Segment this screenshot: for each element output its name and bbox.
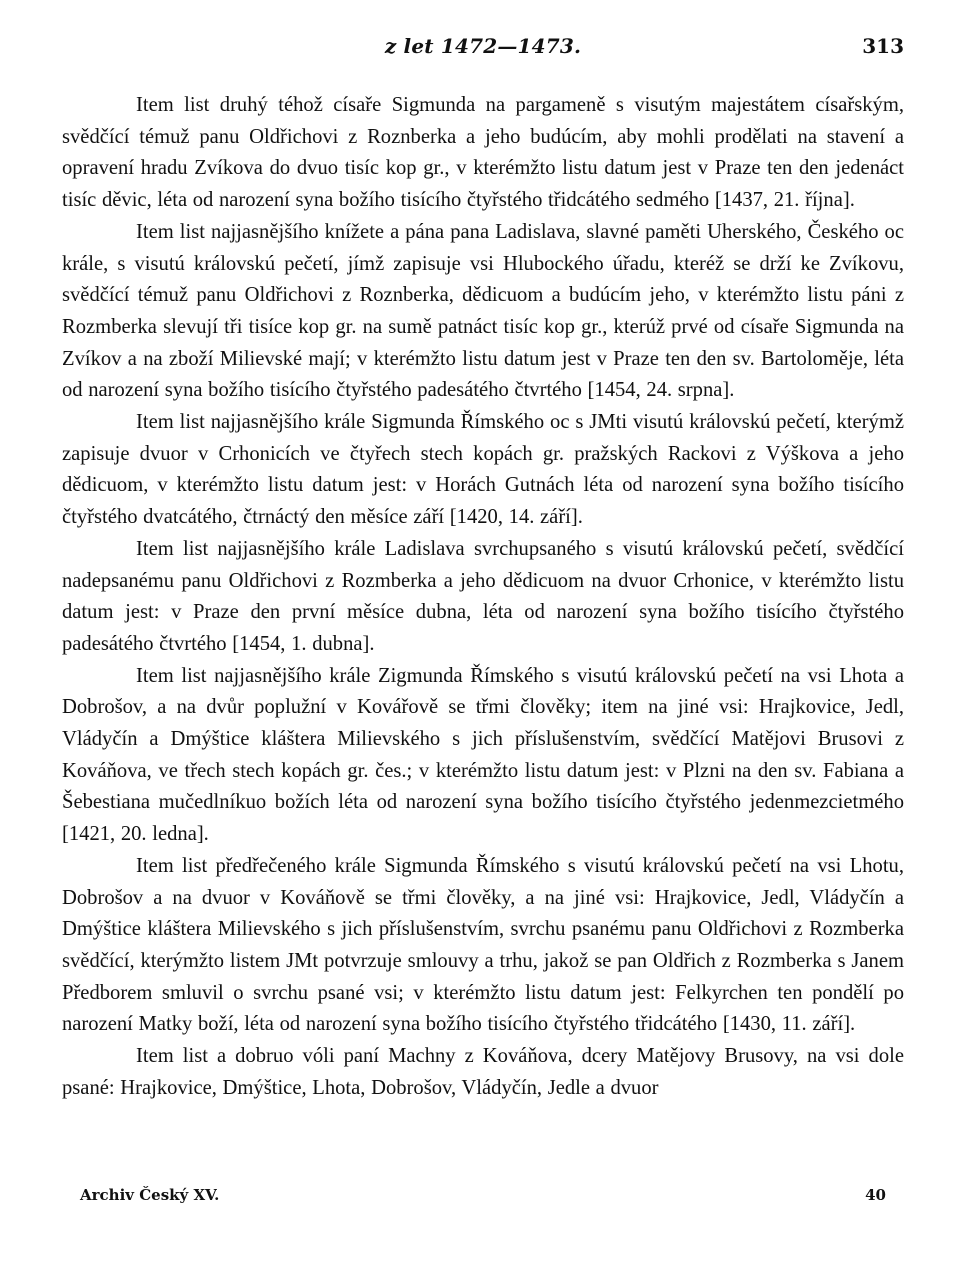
paragraph-7: Item list a dobruo vóli paní Machny z Kováňova, dcery Matějovy Brusovy, na vsi dole psané: Hrajkovice, Dmýštice, Lhota, Dobrošov, Vládyčín, Jedle a dvuor xyxy=(62,1045,904,1099)
page-number: 313 xyxy=(862,34,904,58)
page-footer xyxy=(62,1186,904,1216)
running-title: z let 1472—1473. xyxy=(384,34,582,58)
paragraph-2: Item list najjasnějšího knížete a pána pana Ladislava, slavné paměti Uherského, Českého oc krále, s visutú královskú pečetí, jímž zapisuje vsi Hlubockého úřadu, kteréž se drží ke Zvíkovu, svědčící témuž panu Oldřichovi z Roznberka, dědicuom a budúcím jeho, v kterémžto listu páni z Rozmberka slevují tři tisíce kop gr. na sumě patnáct tisíc kop gr., kterúž prvé od císaře Sigmunda na Zvíkov a na zboží Milievské mají; v kterémžto listu datum jest v Praze ten den sv. Bartoloměje, léta od narození syna božího tisícího čtyřstého padesátého čtvrtého [1454, 24. srpna]. xyxy=(62,220,904,402)
paragraph-3: Item list najjasnějšího krále Sigmunda Římského oc s JMti visutú královskú pečetí, kterýmž zapisuje dvuor v Crhonicích ve čtyřech stech kopách gr. pražských Rackovi z Výškova a jeho dědicuom, v kterémžto listu datum jest: v Horách Gutnách léta od narození syna božího tisícího čtyřstého dvatcátého, čtrnáctý den měsíce září [1420, 14. září]. xyxy=(62,411,904,529)
footer-publication-title: Archiv Český XV. xyxy=(80,1186,220,1204)
page xyxy=(62,34,904,1254)
footer-signature-number: 40 xyxy=(865,1186,886,1204)
body-text xyxy=(62,90,904,1105)
paragraph-6: Item list předřečeného krále Sigmunda Římského s visutú královskú pečetí na vsi Lhotu, Dobrošov a na dvuor v Kováňově se třmi člověky, a na jiné vsi: Hrajkovice, Jedl, Vládyčín a Dmýštice kláštera Milievského s jich příslušenstvím, svrchu psanému panu Oldřichovi z Rozmberka svědčící, kterýmžto listem JMt potvrzuje smlouvy a trhu, jakož se pan Oldřich z Rozmberka s Janem Předborem smluvil o svrchu psané vsi; v kterémžto listu datum jest: Felkyrchen ten pondělí po narození Matky boží, léta od narození syna božího tisícího čtyřstého třidcátého [1430, 11. září]. xyxy=(62,854,904,1036)
running-head xyxy=(62,34,904,74)
paragraph-1: Item list druhý téhož císaře Sigmunda na pargameně s visutým majestátem císařským, svědčící témuž panu Oldřichovi z Roznberka a jeho budúcím, aby mohli prodělati na stavení a opravení hradu Zvíkova do dvuo tisíc kop gr., v kterémžto listu datum jest v Praze ten den jedenáct tisíc děvic, léta od narození syna božího tisícího čtyřstého třidcátého sedmého [1437, 21. října]. xyxy=(62,94,904,212)
paragraph-4: Item list najjasnějšího krále Ladislava svrchupsaného s visutú královskú pečetí, svědčící nadepsanému panu Oldřichovi z Rozmberka a jeho dědicuom na dvuor Crhonice, v kterémžto listu datum jest: v Praze den první měsíce dubna, léta od narození syna božího tisícího čtyřstého padesátého čtvrtého [1454, 1. dubna]. xyxy=(62,537,904,655)
paragraph-5: Item list najjasnějšího krále Zigmunda Římského s visutú královskú pečetí na vsi Lhota a Dobrošov, a na dvůr poplužní v Kovářově se třmi člověky; item na jiné vsi: Hrajkovice, Jedl, Vládyčín a Dmýštice kláštera Milievského s jich příslušenstvím, svědčící Matějovi Brusovi z Kováňova, ve třech stech kopách gr. čes.; v kterémžto listu datum jest: v Plzni na den sv. Fabiana a Šebestiana mučedlníkuo božích léta od narození syna božího tisícího čtyřstého jedenmezcietmého [1421, 20. ledna]. xyxy=(62,664,904,846)
